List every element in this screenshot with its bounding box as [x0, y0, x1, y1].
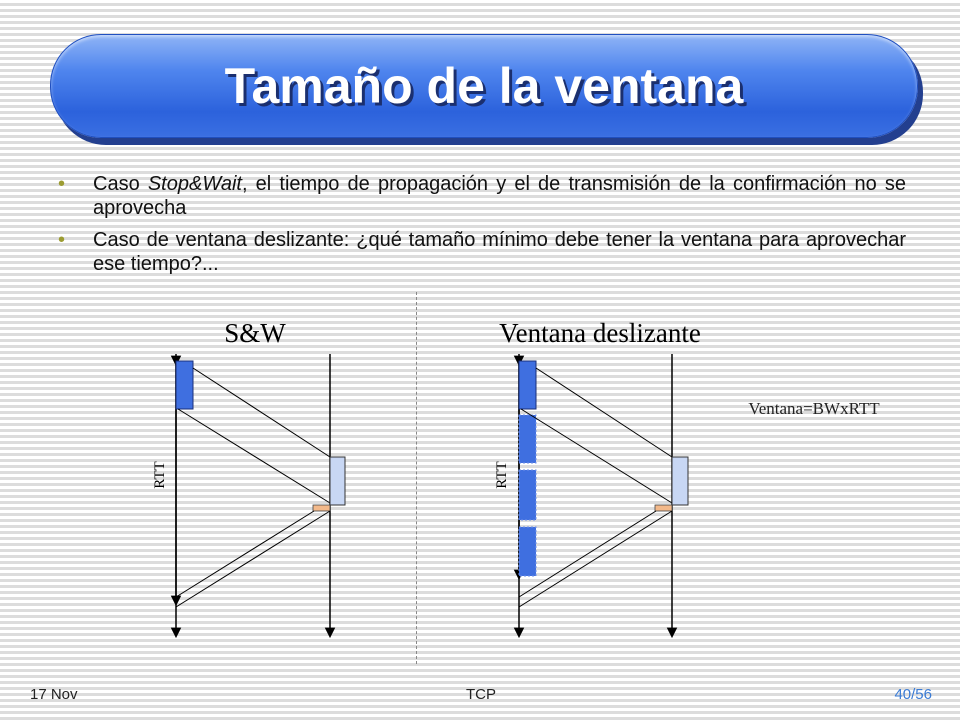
bullet-text: Caso de ventana deslizante: ¿qué tamaño mínimo debe tener la ventana para aprovechar ese tiempo?... — [93, 229, 906, 275]
received-frame — [330, 457, 345, 505]
bullet-icon: • — [58, 173, 66, 195]
ack-frame — [655, 505, 672, 511]
sliding-heading: Ventana deslizante — [499, 318, 701, 348]
slide-title: Tamaño de la ventana — [224, 58, 744, 114]
bullet-icon: • — [58, 229, 66, 251]
window-frame — [519, 527, 536, 576]
ack-edge-line — [519, 511, 672, 607]
bullet-text-prefix: Caso — [93, 173, 148, 195]
frame-edge-line — [178, 409, 330, 503]
sw-diagram — [152, 318, 345, 636]
ack-frame — [313, 505, 330, 511]
window-frame — [519, 415, 536, 463]
sliding-window-diagram — [494, 318, 880, 636]
footer-topic: TCP — [466, 686, 496, 703]
rtt-label: RTT — [494, 461, 510, 489]
ack-edge-line — [519, 511, 656, 597]
page-number: 40/56 — [894, 686, 932, 703]
footer-date: 17 Nov — [30, 686, 78, 703]
data-frame — [519, 361, 536, 409]
bullet-text-suffix: , el tiempo de propagación y el de transmisión de la confirmación no se aprovecha — [93, 173, 906, 219]
data-frame — [176, 361, 193, 409]
bullet-text-italic: Stop&Wait — [147, 173, 242, 195]
ack-edge-line — [176, 511, 330, 607]
received-frame — [672, 457, 688, 505]
window-formula: Ventana=BWxRTT — [748, 399, 880, 418]
frame-edge-line — [521, 409, 672, 503]
ack-edge-line — [176, 511, 314, 597]
window-frame — [519, 470, 536, 520]
sw-heading: S&W — [224, 318, 286, 348]
frame-edge-line — [193, 368, 330, 457]
frame-edge-line — [536, 368, 672, 457]
rtt-label: RTT — [152, 461, 168, 489]
